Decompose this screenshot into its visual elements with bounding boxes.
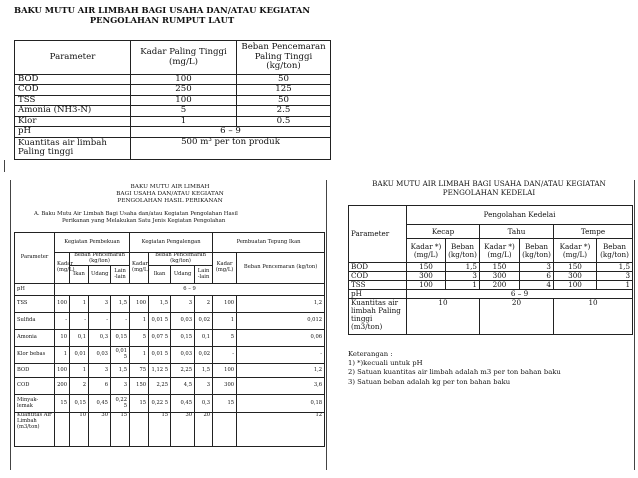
- column-header: Beban Pencemaran Paling Tinggi (kg/ton): [237, 41, 331, 75]
- table-row: COD 250 125: [15, 85, 331, 95]
- page-edge-right: [634, 180, 635, 470]
- table-row: Kuantitas air limbah Paling tinggi 500 m³ per ton produk: [15, 137, 331, 159]
- perikanan-table-wrap: [14, 232, 324, 447]
- page-edge-left: [10, 180, 11, 470]
- table-row: COD 200 2 6 3 150 2,25 4,5 3 300 3,6: [15, 378, 325, 395]
- column-header: Parameter: [15, 41, 131, 75]
- table-row: pH 6 – 9: [349, 290, 633, 299]
- perikanan-table: [14, 232, 325, 447]
- page-edge-left: [4, 160, 5, 172]
- kedelai-notes: Keterangan : 1) *)kecuali untuk pH 2) Satuan kuantitas air limbah adalah m3 per ton bahan baku 3) Satuan beban adalah kg per ton bahan baku: [348, 350, 561, 386]
- table-row: Minyak-lemak 15 0,15 0,45 0,22 5 15 0,22 5 0,45 0,3 15 0,18: [15, 395, 325, 413]
- kedelai-table-wrap: [348, 205, 632, 335]
- table-header-row: Ikan Udang Lain -lain Ikan Udang Lain -lain: [15, 266, 325, 284]
- table-header-row: Parameter Kegiatan Pembekuan Kegiatan Pengalengan Pembuatan Tepung Ikan: [15, 233, 325, 253]
- table-header-row: Parameter Pengolahan Kedelai: [349, 206, 633, 225]
- table-header-row: Kecap Tahu Tempe: [349, 225, 633, 239]
- kedelai-section: [346, 180, 632, 197]
- column-header: Kadar Paling Tinggi (mg/L): [131, 41, 237, 75]
- table-row: BOD 150 1,5 150 3 150 1,5: [349, 263, 633, 272]
- table-row: TSS 100 1 3 1,5 100 1,5 3 2 100 1,2: [15, 296, 325, 313]
- table-row: Sulfida - - - - 1 0,01 5 0,03 0,02 1 0,012: [15, 313, 325, 330]
- table-row: TSS 100 1 200 4 100 1: [349, 281, 633, 290]
- table-row: Amonia (NH3-N) 5 2.5: [15, 106, 331, 116]
- table-row: COD 300 3 300 6 300 3: [349, 272, 633, 281]
- rumput-laut-title: BAKU MUTU AIR LIMBAH BAGI USAHA DAN/ATAU KEGIATAN PENGOLAHAN RUMPUT LAUT: [13, 5, 311, 25]
- table-row: pH 6 – 9: [15, 284, 325, 296]
- rumput-laut-table: [14, 40, 331, 160]
- table-row: pH 6 – 9: [15, 127, 331, 137]
- rumput-laut-section: [12, 6, 332, 25]
- table-header-row: Kadar (mg/L) Beban Pencemaran (kg/ton) Kadar (mg/L) Beban Pencemaran (kg/ton) Kadar (mg/L) Beban Pencemaran (kg/ton): [15, 253, 325, 266]
- table-row: TSS 100 50: [15, 95, 331, 105]
- table-row: Klor bebas 1 0,01 0,03 0,01 5 1 0,01 5 0,03 0,02 - -: [15, 347, 325, 364]
- perikanan-title: BAKU MUTU AIR LIMBAH BAGI USAHA DAN/ATAU KEGIATAN PENGOLAHAN HASIL PERIKANAN: [116, 184, 224, 204]
- page-edge-right: [326, 180, 327, 470]
- kedelai-title: BAKU MUTU AIR LIMBAH BAGI USAHA DAN/ATAU KEGIATAN PENGOLAHAN KEDELAI: [372, 179, 606, 197]
- perikanan-intro: A. Baku Mutu Air Limbah Bagi Usaha dan/atau Kegiatan Pengolahan Hasil Perikanan yang Melakukan Satu Jenis Kegiatan Pengolahan: [34, 210, 238, 224]
- table-row: Amonia 10 0,1 0,3 0,15 5 0,07 5 0,15 0,1 5 0,06: [15, 330, 325, 347]
- table-header-row: Kadar *) (mg/L) Beban (kg/ton) Kadar *) (mg/L) Beban (kg/ton) Kadar *) (mg/L) Beban (kg/ton): [349, 239, 633, 263]
- table-row: BOD 100 50: [15, 75, 331, 85]
- table-row: Kuantitas Air Limbah (m3/ton) 10 30 15 15 30 20 12: [15, 413, 325, 447]
- rumput-laut-table-wrap: [14, 40, 330, 160]
- table-row: Klor 1 0.5: [15, 116, 331, 126]
- table-row: Kuantitas air limbah Paling tinggi (m3/ton) 10 20 10: [349, 299, 633, 335]
- kedelai-table: [348, 205, 633, 335]
- perikanan-section: [14, 184, 326, 225]
- table-row: BOD 100 1 3 1,5 75 1,12 5 2,25 1,5 100 1,2: [15, 364, 325, 378]
- table-header-row: [15, 41, 331, 75]
